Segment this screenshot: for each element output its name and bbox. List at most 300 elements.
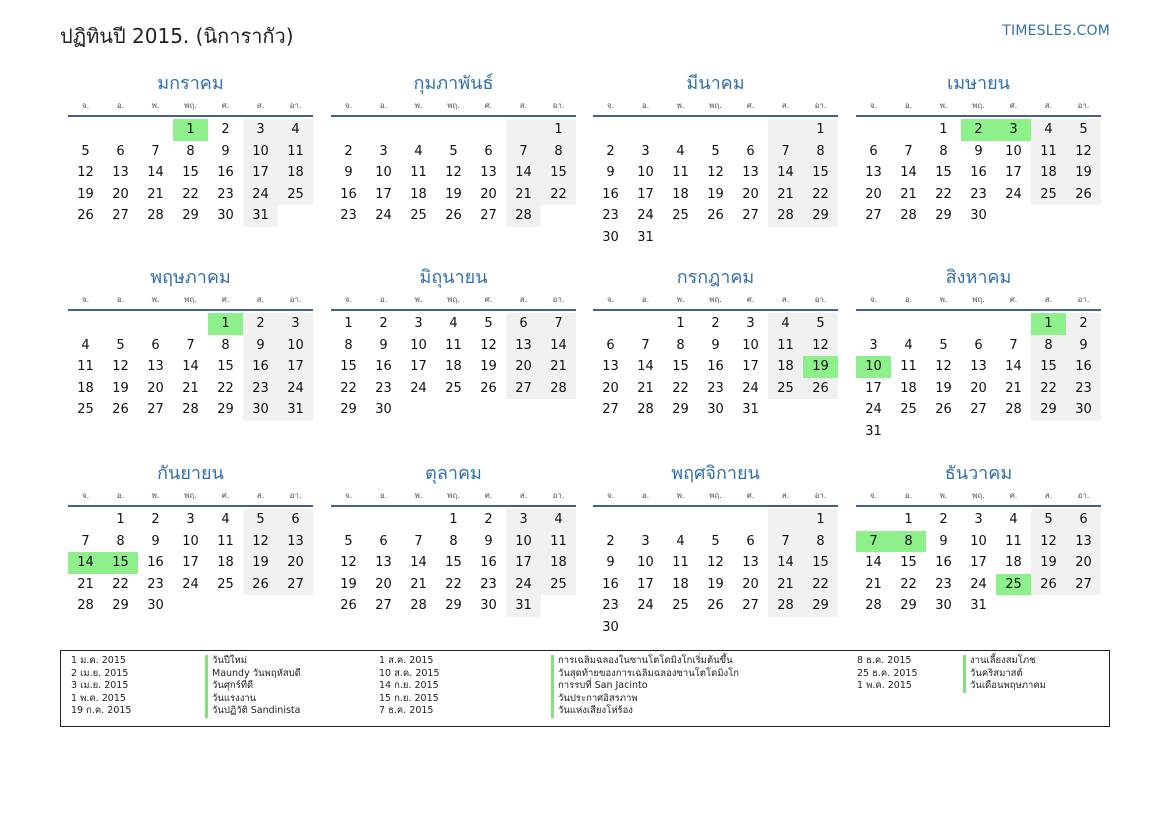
day-cell[interactable]: 30	[217, 208, 234, 224]
day-cell[interactable]: 16	[707, 359, 724, 375]
day-cell[interactable]: 21	[182, 380, 199, 396]
day-cell[interactable]: 3	[641, 533, 650, 549]
day-cell[interactable]: 8	[221, 337, 230, 353]
day-cell[interactable]: 13	[147, 359, 164, 375]
day-cell[interactable]: 6	[151, 337, 160, 353]
day-cell[interactable]: 16	[217, 165, 234, 181]
day-cell[interactable]: 22	[803, 574, 838, 596]
day-cell[interactable]: 11	[1005, 533, 1022, 549]
day-cell[interactable]: 27	[602, 402, 619, 418]
day-cell[interactable]: 24	[865, 402, 882, 418]
day-cell[interactable]: 30	[147, 598, 164, 614]
day-cell[interactable]: 4	[541, 509, 576, 531]
day-cell[interactable]: 7	[151, 143, 160, 159]
day-cell[interactable]: 24	[410, 380, 427, 396]
day-cell[interactable]: 23	[480, 576, 497, 592]
day-cell[interactable]: 5	[449, 143, 458, 159]
day-cell[interactable]: 8	[803, 141, 838, 163]
day-cell[interactable]: 19	[1066, 162, 1101, 184]
day-cell[interactable]: 15	[541, 162, 576, 184]
day-cell[interactable]: 5	[803, 313, 838, 335]
day-cell[interactable]: 20	[602, 380, 619, 396]
day-cell[interactable]: 4	[1009, 512, 1018, 527]
day-cell[interactable]: 28	[506, 205, 541, 227]
day-cell[interactable]: 28	[77, 598, 94, 614]
day-cell[interactable]: 8	[939, 143, 948, 159]
day-cell[interactable]: 4	[221, 512, 230, 527]
day-cell[interactable]: 27	[147, 402, 164, 418]
day-cell[interactable]: 30	[1066, 399, 1101, 421]
day-cell[interactable]: 29	[217, 402, 234, 418]
day-cell[interactable]: 29	[672, 402, 689, 418]
day-cell[interactable]: 28	[147, 208, 164, 224]
day-cell[interactable]: 29	[182, 208, 199, 224]
day-cell[interactable]: 18	[672, 186, 689, 202]
day-cell[interactable]: 13	[970, 359, 987, 375]
day-cell[interactable]: 7	[904, 143, 913, 159]
day-cell[interactable]: 23	[217, 186, 234, 202]
day-cell[interactable]: 17	[410, 359, 427, 375]
day-cell[interactable]: 12	[77, 165, 94, 181]
day-cell[interactable]: 4	[81, 337, 90, 353]
day-cell[interactable]: 17	[637, 576, 654, 592]
day-cell[interactable]: 2	[379, 316, 388, 331]
day-cell[interactable]: 17	[742, 359, 759, 375]
day-cell[interactable]: 13	[1066, 531, 1101, 553]
day-cell[interactable]: 26	[112, 402, 129, 418]
day-cell[interactable]: 4	[1031, 119, 1066, 141]
day-cell[interactable]: 14	[541, 335, 576, 357]
day-cell[interactable]: 21	[1005, 380, 1022, 396]
day-cell[interactable]: 28	[541, 378, 576, 400]
day-cell[interactable]: 24	[506, 574, 541, 596]
day-cell[interactable]: 6	[1066, 509, 1101, 531]
day-cell[interactable]: 20	[970, 380, 987, 396]
day-cell[interactable]: 18	[672, 576, 689, 592]
day-cell[interactable]: 13	[112, 165, 129, 181]
day-cell[interactable]: 14	[182, 359, 199, 375]
day-cell[interactable]: 8	[541, 141, 576, 163]
day-cell[interactable]: 14	[768, 552, 803, 574]
day-cell[interactable]: 30	[602, 619, 619, 635]
day-cell[interactable]: 12	[1066, 141, 1101, 163]
day-cell[interactable]: 20	[506, 356, 541, 378]
day-cell[interactable]: 26	[803, 378, 838, 400]
day-cell[interactable]: 10	[506, 531, 541, 553]
day-cell[interactable]: 10	[278, 335, 313, 357]
day-cell[interactable]: 9	[151, 533, 160, 549]
day-cell[interactable]: 10	[410, 337, 427, 353]
day-cell[interactable]: 20	[480, 186, 497, 202]
day-cell[interactable]: 1	[173, 119, 208, 141]
day-cell[interactable]: 11	[541, 531, 576, 553]
day-cell[interactable]: 12	[243, 531, 278, 553]
day-cell[interactable]: 6	[974, 337, 983, 353]
day-cell[interactable]: 16	[602, 186, 619, 202]
day-cell[interactable]: 20	[742, 186, 759, 202]
day-cell[interactable]: 16	[147, 555, 164, 571]
day-cell[interactable]: 18	[768, 356, 803, 378]
day-cell[interactable]: 30	[602, 229, 619, 245]
day-cell[interactable]: 9	[606, 555, 615, 571]
day-cell[interactable]: 13	[865, 165, 882, 181]
day-cell[interactable]: 22	[541, 184, 576, 206]
day-cell[interactable]: 25	[672, 208, 689, 224]
day-cell[interactable]: 1	[676, 316, 685, 331]
day-cell[interactable]: 11	[77, 359, 94, 375]
day-cell[interactable]: 21	[637, 380, 654, 396]
day-cell[interactable]: 2	[221, 122, 230, 137]
day-cell[interactable]: 2	[484, 512, 493, 527]
day-cell[interactable]: 20	[147, 380, 164, 396]
day-cell[interactable]: 19	[707, 186, 724, 202]
day-cell[interactable]: 23	[1066, 378, 1101, 400]
day-cell[interactable]: 16	[375, 359, 392, 375]
day-cell[interactable]: 9	[606, 165, 615, 181]
day-cell[interactable]: 24	[243, 184, 278, 206]
day-cell[interactable]: 17	[375, 186, 392, 202]
day-cell[interactable]: 16	[1066, 356, 1101, 378]
day-cell[interactable]: 3	[243, 119, 278, 141]
day-cell[interactable]: 22	[445, 576, 462, 592]
day-cell[interactable]: 2	[939, 512, 948, 527]
day-cell[interactable]: 22	[803, 184, 838, 206]
day-cell[interactable]: 19	[243, 552, 278, 574]
day-cell[interactable]: 28	[768, 205, 803, 227]
day-cell[interactable]: 13	[480, 165, 497, 181]
day-cell[interactable]: 7	[641, 337, 650, 353]
day-cell[interactable]: 27	[506, 378, 541, 400]
day-cell[interactable]: 21	[900, 186, 917, 202]
day-cell[interactable]: 5	[484, 316, 493, 331]
day-cell[interactable]: 1	[803, 509, 838, 531]
day-cell[interactable]: 16	[935, 555, 952, 571]
day-cell[interactable]: 19	[112, 380, 129, 396]
day-cell[interactable]: 29	[112, 598, 129, 614]
day-cell[interactable]: 1	[939, 122, 948, 137]
day-cell[interactable]: 9	[344, 165, 353, 181]
day-cell[interactable]: 16	[243, 356, 278, 378]
day-cell[interactable]: 10	[637, 555, 654, 571]
day-cell[interactable]: 5	[939, 337, 948, 353]
day-cell[interactable]: 12	[707, 165, 724, 181]
day-cell[interactable]: 14	[865, 555, 882, 571]
day-cell[interactable]: 20	[278, 552, 313, 574]
day-cell[interactable]: 25	[217, 576, 234, 592]
day-cell[interactable]: 21	[768, 184, 803, 206]
day-cell[interactable]: 7	[541, 313, 576, 335]
day-cell[interactable]: 5	[243, 509, 278, 531]
day-cell[interactable]: 22	[340, 380, 357, 396]
day-cell[interactable]: 14	[147, 165, 164, 181]
day-cell[interactable]: 11	[672, 555, 689, 571]
day-cell[interactable]: 11	[900, 359, 917, 375]
day-cell[interactable]: 3	[506, 509, 541, 531]
day-cell[interactable]: 31	[506, 595, 541, 617]
day-cell[interactable]: 26	[707, 208, 724, 224]
day-cell[interactable]: 30	[243, 399, 278, 421]
day-cell[interactable]: 5	[81, 143, 90, 159]
day-cell[interactable]: 29	[803, 205, 838, 227]
day-cell[interactable]: 22	[217, 380, 234, 396]
day-cell[interactable]: 31	[865, 423, 882, 439]
day-cell[interactable]: 15	[445, 555, 462, 571]
day-cell[interactable]: 5	[711, 533, 720, 549]
day-cell[interactable]: 25	[1031, 184, 1066, 206]
day-cell[interactable]: 8	[344, 337, 353, 353]
day-cell[interactable]: 23	[375, 380, 392, 396]
day-cell[interactable]: 6	[746, 143, 755, 159]
day-cell[interactable]: 24	[637, 208, 654, 224]
day-cell[interactable]: 13	[278, 531, 313, 553]
day-cell[interactable]: 9	[221, 143, 230, 159]
day-cell[interactable]: 9	[484, 533, 493, 549]
day-cell[interactable]: 17	[637, 186, 654, 202]
day-cell[interactable]: 6	[484, 143, 493, 159]
day-cell[interactable]: 26	[707, 598, 724, 614]
day-cell[interactable]: 28	[900, 208, 917, 224]
day-cell[interactable]: 28	[410, 598, 427, 614]
day-cell[interactable]: 12	[1031, 531, 1066, 553]
day-cell[interactable]: 13	[602, 359, 619, 375]
day-cell[interactable]: 14	[410, 555, 427, 571]
day-cell[interactable]: 24	[637, 598, 654, 614]
day-cell[interactable]: 19	[803, 356, 838, 378]
day-cell[interactable]: 19	[480, 359, 497, 375]
day-cell[interactable]: 29	[900, 598, 917, 614]
day-cell[interactable]: 18	[217, 555, 234, 571]
day-cell[interactable]: 6	[278, 509, 313, 531]
day-cell[interactable]: 31	[637, 229, 654, 245]
day-cell[interactable]: 27	[480, 208, 497, 224]
day-cell[interactable]: 21	[768, 574, 803, 596]
day-cell[interactable]: 14	[1005, 359, 1022, 375]
day-cell[interactable]: 10	[375, 165, 392, 181]
day-cell[interactable]: 23	[707, 380, 724, 396]
day-cell[interactable]: 10	[182, 533, 199, 549]
day-cell[interactable]: 11	[410, 165, 427, 181]
day-cell[interactable]: 8	[186, 143, 195, 159]
day-cell[interactable]: 31	[278, 399, 313, 421]
day-cell[interactable]: 5	[711, 143, 720, 159]
day-cell[interactable]: 25	[672, 598, 689, 614]
day-cell[interactable]: 17	[970, 555, 987, 571]
day-cell[interactable]: 23	[340, 208, 357, 224]
day-cell[interactable]: 30	[935, 598, 952, 614]
day-cell[interactable]: 29	[1031, 399, 1066, 421]
day-cell[interactable]: 14	[900, 165, 917, 181]
day-cell[interactable]: 22	[900, 576, 917, 592]
day-cell[interactable]: 22	[935, 186, 952, 202]
day-cell[interactable]: 26	[445, 208, 462, 224]
day-cell[interactable]: 7	[506, 141, 541, 163]
day-cell[interactable]: 15	[900, 555, 917, 571]
day-cell[interactable]: 7	[81, 533, 90, 549]
day-cell[interactable]: 2	[711, 316, 720, 331]
day-cell[interactable]: 15	[340, 359, 357, 375]
day-cell[interactable]: 2	[151, 512, 160, 527]
day-cell[interactable]: 17	[182, 555, 199, 571]
day-cell[interactable]: 22	[182, 186, 199, 202]
day-cell[interactable]: 15	[803, 552, 838, 574]
day-cell[interactable]: 24	[182, 576, 199, 592]
day-cell[interactable]: 12	[480, 337, 497, 353]
day-cell[interactable]: 18	[445, 359, 462, 375]
day-cell[interactable]: 15	[182, 165, 199, 181]
day-cell[interactable]: 27	[278, 574, 313, 596]
day-cell[interactable]: 5	[1031, 509, 1066, 531]
day-cell[interactable]: 8	[891, 531, 926, 553]
day-cell[interactable]: 28	[768, 595, 803, 617]
day-cell[interactable]: 1	[541, 119, 576, 141]
day-cell[interactable]: 8	[116, 533, 125, 549]
day-cell[interactable]: 31	[243, 205, 278, 227]
day-cell[interactable]: 20	[865, 186, 882, 202]
day-cell[interactable]: 29	[445, 598, 462, 614]
day-cell[interactable]: 21	[506, 184, 541, 206]
day-cell[interactable]: 22	[1031, 378, 1066, 400]
day-cell[interactable]: 7	[768, 141, 803, 163]
day-cell[interactable]: 10	[243, 141, 278, 163]
day-cell[interactable]: 22	[672, 380, 689, 396]
day-cell[interactable]: 11	[445, 337, 462, 353]
day-cell[interactable]: 16	[602, 576, 619, 592]
day-cell[interactable]: 14	[637, 359, 654, 375]
day-cell[interactable]: 9	[974, 143, 983, 159]
day-cell[interactable]: 16	[340, 186, 357, 202]
day-cell[interactable]: 30	[480, 598, 497, 614]
day-cell[interactable]: 19	[935, 380, 952, 396]
day-cell[interactable]: 10	[1005, 143, 1022, 159]
day-cell[interactable]: 31	[970, 598, 987, 614]
day-cell[interactable]: 9	[243, 335, 278, 357]
day-cell[interactable]: 15	[935, 165, 952, 181]
day-cell[interactable]: 27	[970, 402, 987, 418]
day-cell[interactable]: 19	[1031, 552, 1066, 574]
day-cell[interactable]: 13	[742, 555, 759, 571]
day-cell[interactable]: 2	[1066, 313, 1101, 335]
day-cell[interactable]: 24	[1005, 186, 1022, 202]
day-cell[interactable]: 3	[379, 143, 388, 159]
day-cell[interactable]: 12	[707, 555, 724, 571]
day-cell[interactable]: 18	[900, 380, 917, 396]
day-cell[interactable]: 23	[243, 378, 278, 400]
day-cell[interactable]: 23	[935, 576, 952, 592]
day-cell[interactable]: 10	[742, 337, 759, 353]
day-cell[interactable]: 26	[77, 208, 94, 224]
day-cell[interactable]: 23	[602, 208, 619, 224]
day-cell[interactable]: 1	[344, 316, 353, 331]
day-cell[interactable]: 14	[506, 162, 541, 184]
day-cell[interactable]: 5	[116, 337, 125, 353]
day-cell[interactable]: 29	[803, 595, 838, 617]
day-cell[interactable]: 20	[742, 576, 759, 592]
day-cell[interactable]: 1	[449, 512, 458, 527]
day-cell[interactable]: 23	[970, 186, 987, 202]
day-cell[interactable]: 5	[344, 533, 353, 549]
day-cell[interactable]: 2	[344, 143, 353, 159]
day-cell[interactable]: 28	[865, 598, 882, 614]
day-cell[interactable]: 21	[410, 576, 427, 592]
day-cell[interactable]: 7	[856, 531, 891, 553]
day-cell[interactable]: 13	[375, 555, 392, 571]
day-cell[interactable]: 25	[541, 574, 576, 596]
day-cell[interactable]: 4	[449, 316, 458, 331]
day-cell[interactable]: 3	[746, 316, 755, 331]
day-cell[interactable]: 17	[243, 162, 278, 184]
day-cell[interactable]: 19	[77, 186, 94, 202]
day-cell[interactable]: 3	[186, 512, 195, 527]
day-cell[interactable]: 25	[410, 208, 427, 224]
day-cell[interactable]: 11	[768, 335, 803, 357]
day-cell[interactable]: 7	[768, 531, 803, 553]
day-cell[interactable]: 6	[606, 337, 615, 353]
day-cell[interactable]: 6	[746, 533, 755, 549]
day-cell[interactable]: 3	[869, 337, 878, 353]
day-cell[interactable]: 27	[1066, 574, 1101, 596]
day-cell[interactable]: 15	[217, 359, 234, 375]
day-cell[interactable]: 17	[1005, 165, 1022, 181]
day-cell[interactable]: 2	[606, 533, 615, 549]
day-cell[interactable]: 1	[803, 119, 838, 141]
day-cell[interactable]: 2	[961, 119, 996, 141]
day-cell[interactable]: 13	[742, 165, 759, 181]
day-cell[interactable]: 17	[865, 380, 882, 396]
day-cell[interactable]: 11	[1031, 141, 1066, 163]
day-cell[interactable]: 27	[742, 598, 759, 614]
day-cell[interactable]: 8	[676, 337, 685, 353]
day-cell[interactable]: 19	[707, 576, 724, 592]
day-cell[interactable]: 24	[742, 380, 759, 396]
day-cell[interactable]: 10	[637, 165, 654, 181]
day-cell[interactable]: 8	[1031, 335, 1066, 357]
day-cell[interactable]: 3	[996, 119, 1031, 141]
day-cell[interactable]: 2	[606, 143, 615, 159]
day-cell[interactable]: 27	[865, 208, 882, 224]
day-cell[interactable]: 19	[340, 576, 357, 592]
day-cell[interactable]: 1	[904, 512, 913, 527]
day-cell[interactable]: 6	[116, 143, 125, 159]
day-cell[interactable]: 29	[935, 208, 952, 224]
day-cell[interactable]: 3	[414, 316, 423, 331]
day-cell[interactable]: 6	[506, 313, 541, 335]
day-cell[interactable]: 30	[375, 402, 392, 418]
day-cell[interactable]: 4	[278, 119, 313, 141]
day-cell[interactable]: 18	[410, 186, 427, 202]
day-cell[interactable]: 15	[672, 359, 689, 375]
day-cell[interactable]: 3	[641, 143, 650, 159]
day-cell[interactable]: 28	[637, 402, 654, 418]
day-cell[interactable]: 24	[375, 208, 392, 224]
day-cell[interactable]: 6	[379, 533, 388, 549]
day-cell[interactable]: 26	[1066, 184, 1101, 206]
day-cell[interactable]: 21	[147, 186, 164, 202]
day-cell[interactable]: 15	[103, 552, 138, 574]
day-cell[interactable]: 27	[375, 598, 392, 614]
day-cell[interactable]: 23	[147, 576, 164, 592]
day-cell[interactable]: 21	[77, 576, 94, 592]
day-cell[interactable]: 25	[900, 402, 917, 418]
site-link[interactable]: TIMESLES.COM	[1002, 23, 1110, 39]
day-cell[interactable]: 27	[112, 208, 129, 224]
day-cell[interactable]: 12	[803, 335, 838, 357]
day-cell[interactable]: 30	[707, 402, 724, 418]
day-cell[interactable]: 11	[672, 165, 689, 181]
day-cell[interactable]: 20	[1066, 552, 1101, 574]
day-cell[interactable]: 16	[480, 555, 497, 571]
day-cell[interactable]: 26	[480, 380, 497, 396]
day-cell[interactable]: 28	[1005, 402, 1022, 418]
